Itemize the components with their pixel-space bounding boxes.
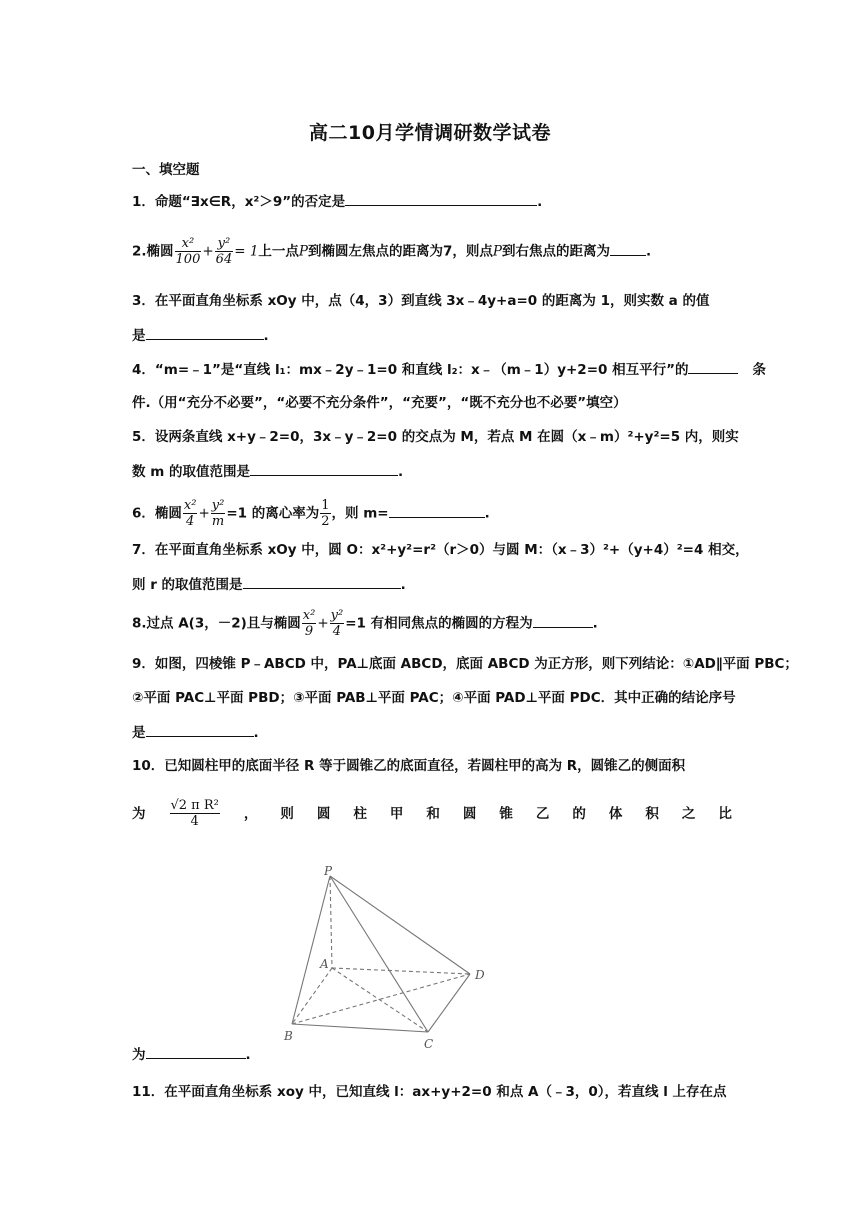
- question-5-line-1: 5．设两条直线 x+y﹣2=0，3x﹣y﹣2=0 的交点为 M，若点 M 在圆（x﹣m）²+y²=5 内，则实: [132, 429, 739, 445]
- edge-AC: [332, 968, 428, 1032]
- answer-blank: [146, 1044, 246, 1059]
- answer-blank: [146, 325, 264, 340]
- question-10-line-3: 为 .: [132, 1044, 732, 1065]
- answer-blank: [389, 503, 485, 518]
- answer-blank: [533, 613, 593, 628]
- edge-CD: [428, 974, 470, 1032]
- answer-blank: [610, 241, 646, 256]
- edge-PA: [330, 876, 332, 968]
- question-5-line-2: 数 m 的取值范围是 .: [132, 461, 732, 482]
- page-title: 高二10月学情调研数学试卷: [309, 122, 551, 144]
- edge-PD: [330, 876, 470, 974]
- edge-AB: [292, 968, 332, 1024]
- fraction: $\frac{\text{y²}}{4}$: [330, 608, 344, 639]
- edge-BD: [292, 974, 470, 1024]
- question-10-line-2: 为 $\frac{\text{√2 π R²}}{4}$ ， 则 圆 柱 甲 和 圆 锥 乙 的 体 积 之 比: [132, 798, 732, 829]
- label-D: D: [475, 968, 485, 982]
- question-8: 8.过点 A(3，－2)且与椭圆 $\frac{\text{x²}}{9}$ + $\frac{\text{y²}}{4}$ =1 有相同焦点的椭圆的方程为 .: [132, 608, 598, 639]
- label-C: C: [424, 1037, 434, 1051]
- fraction: $\frac{\text{√2 π R²}}{4}$: [170, 798, 219, 829]
- answer-blank: [146, 722, 254, 737]
- answer-blank: [250, 461, 398, 476]
- label-P: P: [324, 864, 333, 878]
- question-7-line-2: 则 r 的取值范围是 .: [132, 574, 732, 595]
- label-A: A: [320, 957, 329, 971]
- question-3-line-1: 3．在平面直角坐标系 xOy 中，点（4，3）到直线 3x﹣4y+a=0 的距离为 1，则实数 a 的值: [132, 293, 710, 309]
- question-6: 6．椭圆 $\frac{\text{x²}}{4}$ + $\frac{\text{y²}}{m}$ =1 的离心率为 $\frac{1}{2}$ ，则 m= .: [132, 498, 490, 529]
- question-10-line-1: 10．已知圆柱甲的底面半径 R 等于圆锥乙的底面直径，若圆柱甲的高为 R，圆锥乙的侧面积: [132, 758, 686, 774]
- edge-BC: [292, 1024, 428, 1032]
- edge-PB: [292, 876, 330, 1024]
- q1-end: .: [537, 194, 543, 210]
- section-heading: 一、填空题: [132, 162, 200, 178]
- question-9-line-2: ②平面 PAC⊥平面 PBD；③平面 PAB⊥平面 PAC；④平面 PAD⊥平面 PDC．其中正确的结论序号: [132, 690, 736, 706]
- fraction: $\frac{\text{x²}}{4}$: [183, 498, 197, 529]
- question-7-line-1: 7．在平面直角坐标系 xOy 中，圆 O：x²+y²=r²（r＞0）与圆 M：（x﹣3）²+（y+4）²=4 相交，: [132, 542, 749, 558]
- question-4-line-2: 件.（用“充分不必要”，“必要不充分条件”，“充要”，“既不充分也不必要”填空）: [132, 395, 627, 411]
- question-4-line-1: 4．“m=﹣1”是“直线 l₁：mx﹣2y﹣1=0 和直线 l₂：x﹣（m﹣1）y+2=0 相互平行”的 条: [132, 359, 732, 380]
- edge-AD: [332, 968, 470, 974]
- fraction: $\frac{\text{x²}}{9}$: [302, 608, 316, 639]
- question-9-line-1: 9．如图，四棱锥 P﹣ABCD 中，PA⊥底面 ABCD，底面 ABCD 为正方形，则下列结论：①AD∥平面 PBC；: [132, 656, 798, 672]
- pyramid-figure: [280, 862, 500, 1057]
- question-2: 2.椭圆 $\frac{\text{x²}}{100}$ + $\frac{\text{y²}}{64}$ = 1上一点P到椭圆左焦点的距离为7，则点P到右焦点的距离为 .: [132, 236, 652, 267]
- fraction: $\frac{\text{x²}}{100}$: [175, 236, 201, 267]
- fraction: $\frac{1}{2}$: [321, 498, 330, 529]
- question-1: [132, 191, 732, 212]
- question-11-line-1: 11．在平面直角坐标系 xoy 中，已知直线 l：ax+y+2=0 和点 A（﹣3，0），若直线 l 上存在点: [132, 1084, 727, 1100]
- fraction: $\frac{\text{y²}}{64}$: [215, 236, 233, 267]
- answer-blank: [345, 191, 537, 206]
- question-3-line-2: 是 .: [132, 325, 732, 346]
- edge-PC: [330, 876, 428, 1032]
- answer-blank: [243, 574, 401, 589]
- answer-blank: [688, 359, 738, 374]
- q2-lead: 2.椭圆: [132, 243, 174, 260]
- fraction: $\frac{\text{y²}}{m}$: [211, 498, 225, 529]
- q1-text: 1．命题“∃x∈R，x²＞9”的否定是: [132, 194, 346, 210]
- label-B: B: [284, 1029, 293, 1043]
- question-9-line-3: 是 .: [132, 722, 732, 743]
